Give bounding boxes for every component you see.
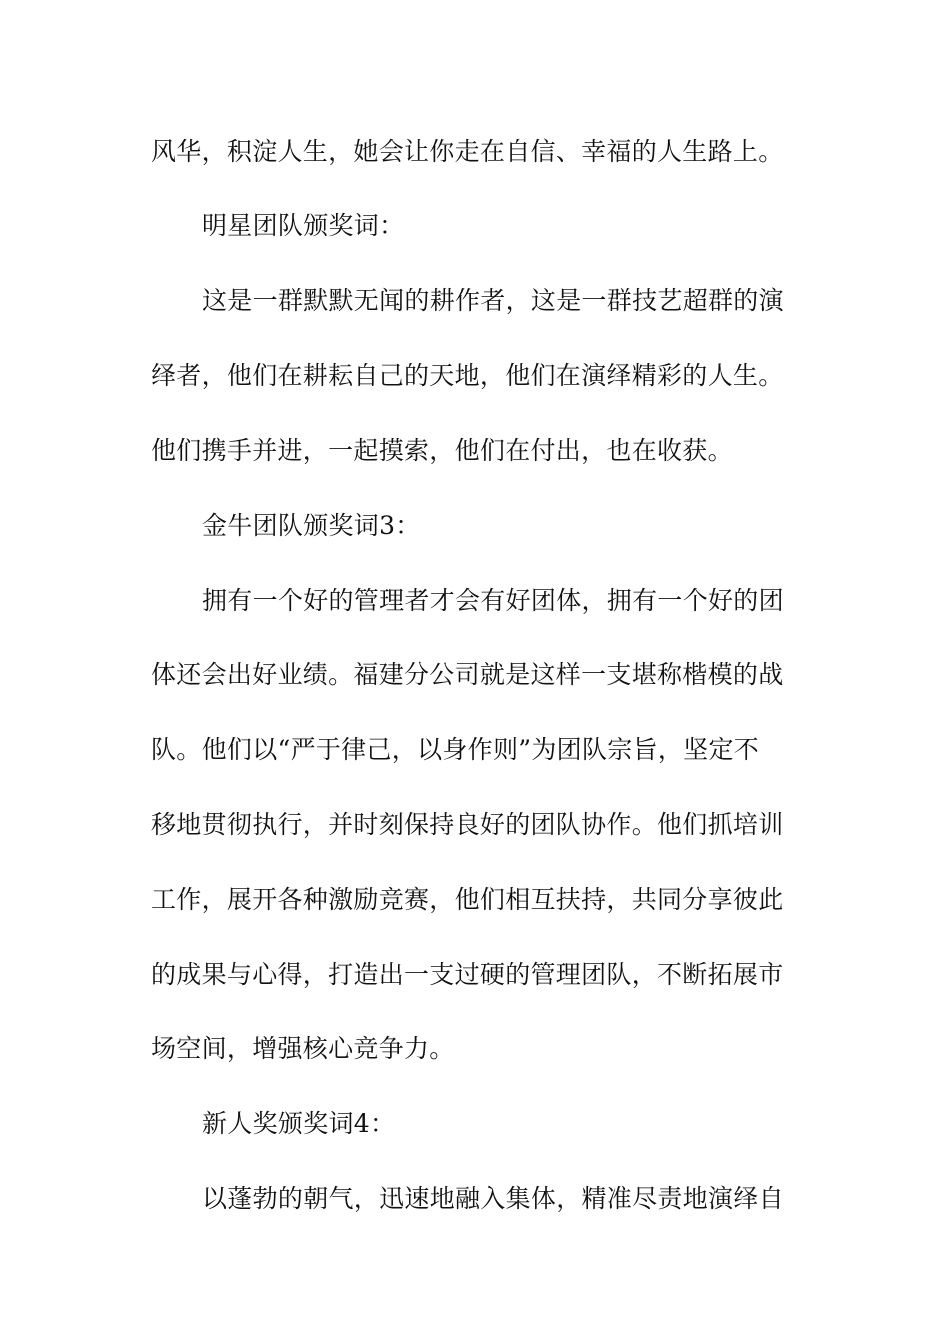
text-line: 体还会出好业绩。福建分公司就是这样一支堪称楷模的战 [151, 660, 784, 689]
text-line: 场空间，增强核心竞争力。 [151, 1034, 455, 1063]
text-line: 风华，积淀人生，她会让你走在自信、幸福的人生路上。 [151, 137, 784, 166]
section-heading: 金牛团队颁奖词3： [202, 511, 421, 540]
section-heading: 明星团队颁奖词： [202, 211, 405, 240]
text-line: 以蓬勃的朝气，迅速地融入集体，精准尽责地演绎自 [202, 1184, 784, 1213]
text-line: 拥有一个好的管理者才会有好团体，拥有一个好的团 [202, 586, 784, 615]
text-line: 移地贯彻执行，并时刻保持良好的团队协作。他们抓培训 [151, 810, 784, 839]
text-line: 工作，展开各种激励竞赛，他们相互扶持，共同分享彼此 [151, 885, 784, 914]
text-line: 绎者，他们在耕耘自己的天地，他们在演绎精彩的人生。 [151, 361, 784, 390]
text-line: 的成果与心得，打造出一支过硬的管理团队，不断拓展市 [151, 960, 784, 989]
section-heading: 新人奖颁奖词4： [202, 1109, 396, 1138]
text-line: 队。他们以“严于律己，以身作则”为团队宗旨，坚定不 [151, 735, 760, 764]
text-line: 这是一群默默无闻的耕作者，这是一群技艺超群的演 [202, 286, 784, 315]
text-line: 他们携手并进，一起摸索，他们在付出，也在收获。 [151, 436, 733, 465]
